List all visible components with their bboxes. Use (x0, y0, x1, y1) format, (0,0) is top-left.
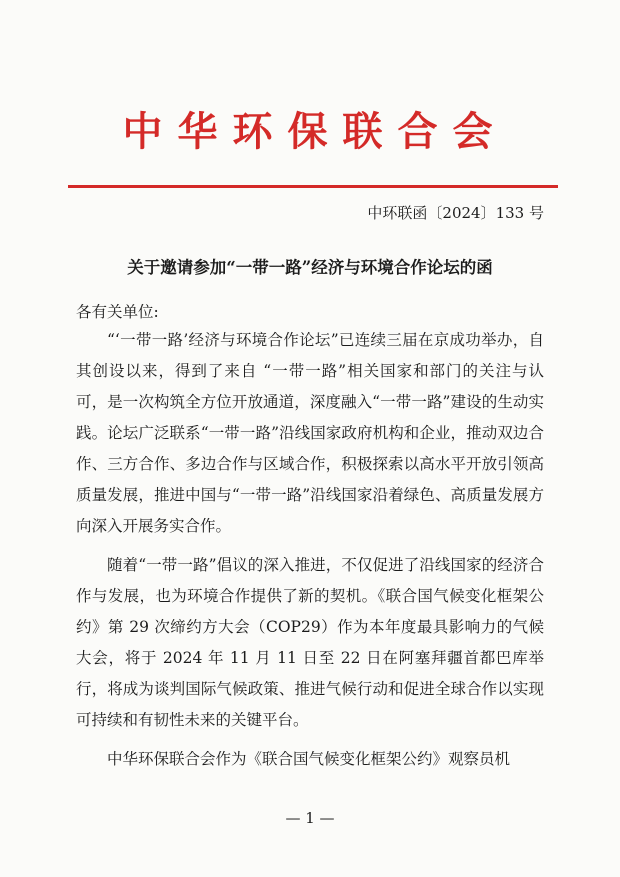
page-number: — 1 — (285, 809, 335, 827)
letterhead-red-rule (68, 185, 558, 188)
body-paragraph-1: “‘一带一路’经济与环境合作论坛”已连续三届在京成功举办，自其创设以来，得到了来自 “一带一路”相关国家和部门的关注与认可，是一次构筑全方位开放通道，深度融入“一带一路”建设的生动实践。论坛广泛联系“一带一路”沿线国家政府机构和企业，推动双边合作、三方合作、多边合作与区域合作，积极探索以高水平开放引领高质量发展，推进中国与“一带一路”沿线国家沿着绿色、高质量发展方向深入开展务实合作。 (76, 331, 544, 535)
letter-body (76, 325, 544, 783)
document-number: 中环联函〔2024〕133 号 (367, 204, 544, 222)
letter-title: 关于邀请参加“一带一路”经济与环境合作论坛的函 (127, 258, 493, 277)
body-paragraph-3: 中华环保联合会作为《联合国气候变化框架公约》观察员机 (107, 750, 511, 768)
letterhead-org-name: 中华环保联合会 (122, 108, 508, 155)
salutation: 各有关单位: (76, 303, 159, 321)
body-paragraph-2: 随着“一带一路”倡议的深入推进，不仅促进了沿线国家的经济合作与发展，也为环境合作提供了新的契机。《联合国气候变化框架公约》第 29 次缔约方大会（COP29）作为本年度最具影响力的气候大会，将于 2024 年 11 月 11 日至 22 日在阿塞拜疆首都巴库举行，将成为谈判国际气候政策、推进气候行动和促进全球合作以实现可持续和有韧性未来的关键平台。 (76, 556, 544, 729)
